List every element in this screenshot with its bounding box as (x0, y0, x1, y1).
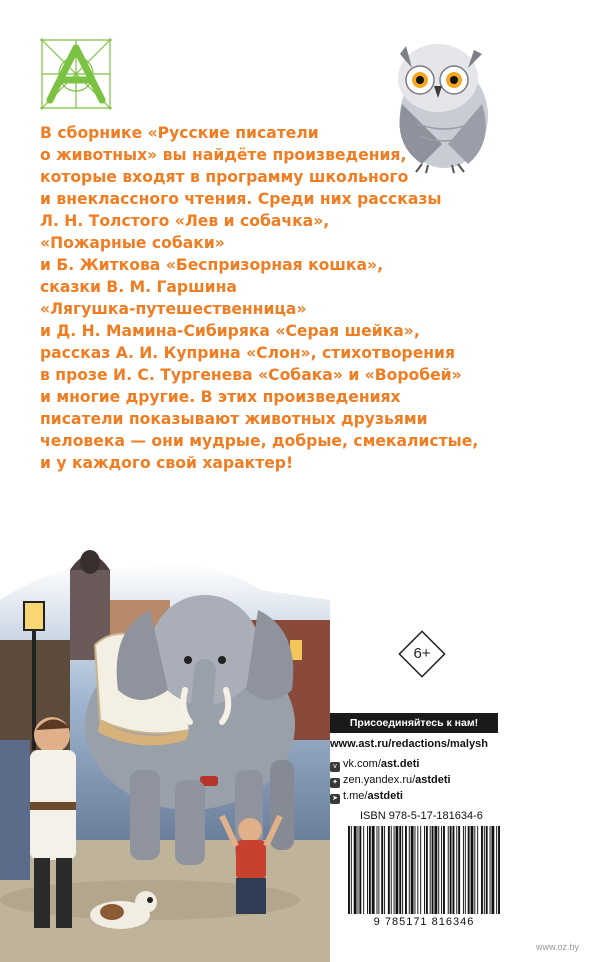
barcode-bar (424, 826, 425, 914)
barcode-bar (377, 826, 378, 914)
barcode-bar (420, 826, 421, 914)
social-link-handle: astdeti (367, 790, 403, 802)
barcode-bar (477, 826, 478, 914)
barcode-bar (498, 826, 500, 914)
barcode-bar (384, 826, 385, 914)
barcode-bar (405, 826, 407, 914)
barcode-bar (481, 826, 483, 914)
website-link[interactable]: www.ast.ru/redactions/malysh (330, 738, 488, 750)
barcode-bar (359, 826, 361, 914)
blurb-line: и Б. Житкова «Беспризорная кошка», (40, 256, 384, 274)
blurb-line: Л. Н. Толстого «Лев и собачка», (40, 212, 330, 230)
social-link-zen[interactable] (330, 772, 451, 788)
barcode-bar (409, 826, 410, 914)
barcode-bar (354, 826, 357, 914)
blurb-line: сказки В. М. Гаршина (40, 278, 237, 296)
barcode-bar (391, 826, 392, 914)
blurb-line: «Пожарные собаки» (40, 234, 225, 252)
barcode-bar (463, 826, 464, 914)
barcode-bar (438, 826, 439, 914)
barcode-bar (363, 826, 364, 914)
join-us-banner: Присоединяйтесь к нам! (330, 713, 498, 733)
barcode-bar (378, 826, 379, 914)
barcode-bar (348, 826, 350, 914)
isbn-text: ISBN 978-5-17-181634-6 (360, 810, 483, 822)
barcode-digits: 9 785171 816346 (344, 916, 504, 928)
barcode-bar (430, 826, 431, 914)
barcode-bar (394, 826, 395, 914)
barcode-bar (474, 826, 475, 914)
barcode-bar (372, 826, 375, 914)
blurb-line: и внеклассного чтения. Среди них рассказы (40, 190, 442, 208)
barcode (344, 826, 504, 926)
age-rating-text: 6+ (413, 645, 431, 662)
barcode-bar (367, 826, 368, 914)
blurb-line: о животных» вы найдёте произведения, (40, 146, 407, 164)
blurb-line: писатели показывают животных друзьями (40, 410, 428, 428)
barcode-bar (426, 826, 428, 914)
barcode-bar (351, 826, 352, 914)
barcode-bar (417, 826, 418, 914)
barcode-bar (402, 826, 403, 914)
blurb-text (40, 122, 560, 474)
blurb-line: человека — они мудрые, добрые, смекалистые, (40, 432, 479, 450)
barcode-bar (471, 826, 474, 914)
blurb-line: и Д. Н. Мамина-Сибиряка «Серая шейка», (40, 322, 420, 340)
blurb-line: В сборнике «Русские писатели (40, 124, 319, 142)
barcode-bar (456, 826, 457, 914)
barcode-bar (458, 826, 460, 914)
barcode-bar (441, 826, 442, 914)
social-link-vk[interactable] (330, 756, 451, 772)
age-rating-badge (395, 627, 449, 681)
blurb-line: рассказ А. И. Куприна «Слон», стихотворения (40, 344, 455, 362)
social-links (330, 756, 451, 804)
social-link-handle: ast.deti (380, 758, 420, 770)
barcode-bar (432, 826, 434, 914)
social-link-handle: astdeti (415, 774, 451, 786)
barcode-bar (358, 826, 359, 914)
social-link-prefix: zen.yandex.ru/ (343, 774, 416, 786)
barcode-bar (415, 826, 416, 914)
social-link-prefix: vk.com/ (343, 758, 381, 770)
barcode-bar (381, 826, 383, 914)
blurb-line: в прозе И. С. Тургенева «Собака» и «Воробей» (40, 366, 462, 384)
elephant-scene-illustration (0, 540, 330, 962)
barcode-bar (491, 826, 494, 914)
telegram-icon: ➤ (330, 794, 340, 804)
barcode-bar (453, 826, 455, 914)
blurb-line: и многие другие. В этих произведениях (40, 388, 401, 406)
zen-icon: ✦ (330, 778, 340, 788)
vk-icon: v (330, 762, 340, 772)
barcode-bar (411, 826, 414, 914)
barcode-bar (434, 826, 437, 914)
social-link-telegram[interactable] (330, 788, 451, 804)
barcode-bar (450, 826, 452, 914)
barcode-bar (490, 826, 491, 914)
barcode-bar (484, 826, 485, 914)
barcode-bar (468, 826, 470, 914)
barcode-bar (496, 826, 497, 914)
publisher-logo (40, 38, 112, 110)
blurb-line: и у каждого свой характер! (40, 454, 294, 472)
barcode-bar (388, 826, 390, 914)
blurb-line: которые входят в программу школьного (40, 168, 409, 186)
barcode-bar (369, 826, 371, 914)
barcode-bar (465, 826, 466, 914)
blurb-line: «Лягушка-путешественница» (40, 300, 307, 318)
barcode-bar (443, 826, 445, 914)
barcode-bar (399, 826, 401, 914)
barcode-bar (486, 826, 488, 914)
watermark: www.oz.by (536, 942, 580, 952)
barcode-bar (396, 826, 399, 914)
barcode-bar (448, 826, 449, 914)
social-link-prefix: t.me/ (343, 790, 368, 802)
